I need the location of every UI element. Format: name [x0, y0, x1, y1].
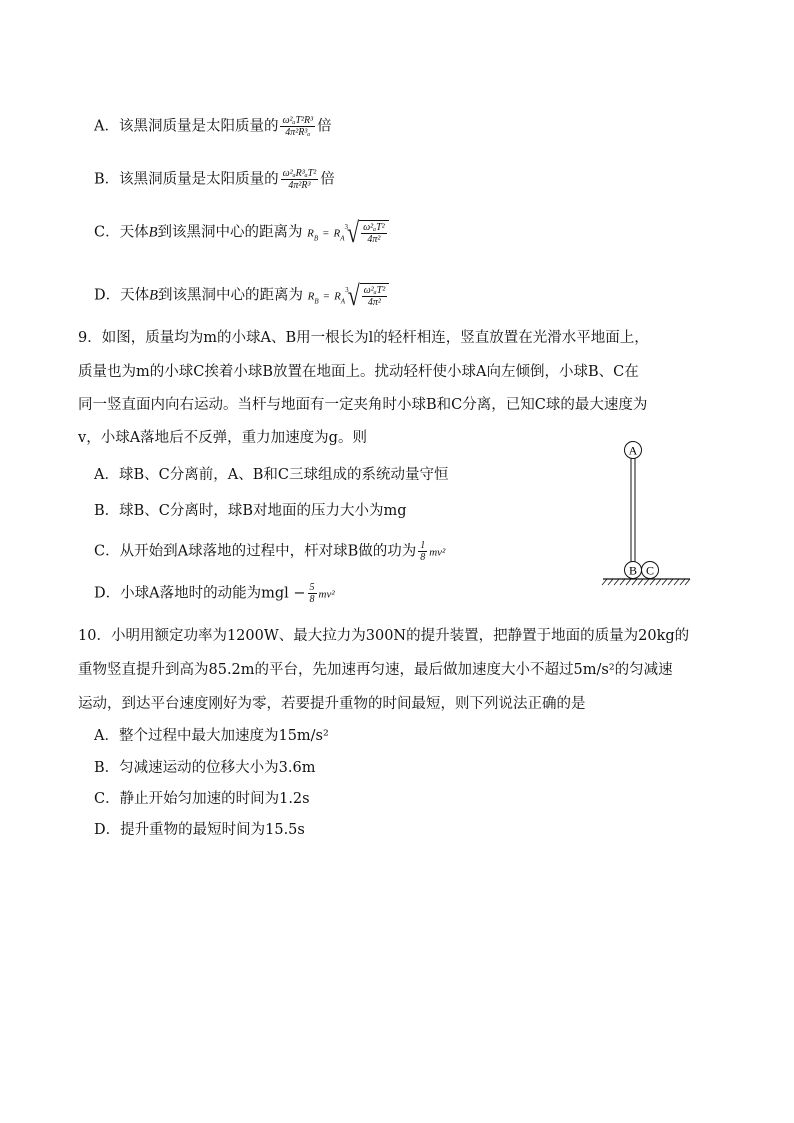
q10-stem-line-1: 10．小明用额定功率为1200W、最大拉力为300N的提升装置，把静置于地面的质量为20kg的: [78, 628, 690, 644]
cube-root: 3 √ $\frac{\text{ω²ₐT²}}{\text{4π²}}$: [345, 220, 389, 245]
option-label: A．: [94, 118, 119, 135]
option-text: 到该黑洞中心的距离为: [157, 224, 303, 241]
option-text: 该黑洞质量是太阳质量的: [118, 118, 279, 135]
math-eq: =: [323, 290, 330, 303]
q8-option-b: [94, 168, 335, 191]
q9-option-a: A．球B、C分离前，A、B和C三球组成的系统动量守恒: [94, 467, 449, 483]
ball-c-label: C: [645, 563, 655, 578]
option-suffix: 倍: [317, 118, 332, 135]
variable: B: [148, 224, 158, 241]
q10-option-b: B．匀减速运动的位移大小为3.6m: [94, 760, 316, 776]
ball-a-label: A: [628, 443, 638, 458]
q9-option-c: [94, 540, 445, 563]
ground-hatching: [602, 579, 690, 585]
option-text: 到该黑洞中心的距离为: [158, 287, 303, 304]
math-coef: R: [334, 290, 341, 303]
fraction: $\frac{1}{8}$: [420, 540, 426, 563]
q9-stem-line-4: v，小球A落地后不反弹，重力加速度为g。则: [78, 430, 367, 446]
q10-option-c: C．静止开始匀加速的时间为1.2s: [94, 791, 310, 807]
option-text: 该黑洞质量是太阳质量的: [119, 171, 279, 188]
math-coef: R: [333, 227, 341, 240]
ball-b-label: B: [628, 563, 638, 578]
math-lhs: R: [307, 227, 314, 240]
math-term: mv²: [318, 588, 335, 601]
math-sub: A: [340, 234, 345, 243]
q10-option-d: D．提升重物的最短时间为15.5s: [94, 822, 305, 838]
math-sub: B: [313, 234, 319, 243]
math-term: mv²: [429, 546, 446, 559]
q9-stem-line-1: 9．如图，质量均为m的小球A、B用一根长为l的轻杆相连，竖直放置在光滑水平地面上，: [78, 330, 649, 346]
option-text: D．小球A落地时的动能为mgl −: [94, 585, 306, 602]
q8-option-d: [94, 278, 389, 312]
math-sub: B: [314, 297, 319, 306]
q8-option-c: [94, 215, 389, 249]
fraction: $\frac{\text{ω²ₐR³ₐT²}}{\text{4π²R³}}$: [282, 168, 317, 191]
fraction: $\frac{\text{ω²ₐT²R³}}{\text{4π²R³ₐ}}$: [282, 115, 314, 138]
q10-stem-line-2: 重物竖直提升到高为85.2m的平台，先加速再匀速，最后做加速度大小不超过5m/s²的匀减速: [78, 662, 673, 678]
option-label: C．: [94, 224, 120, 241]
math-eq: =: [322, 227, 329, 240]
cube-root: 3 √ $\frac{\text{ω²ₐT²}}{\text{4π²}}$: [345, 283, 389, 308]
variable: B: [149, 287, 158, 304]
option-text: C．从开始到A球落地的过程中，杆对球B做的功为: [94, 543, 417, 560]
fraction: $\frac{5}{8}$: [309, 582, 315, 605]
option-text: 天体: [119, 224, 149, 241]
option-label: D．: [94, 287, 121, 304]
q9-option-d: [94, 582, 335, 605]
q10-option-a: A．整个过程中最大加速度为15m/s²: [94, 728, 329, 744]
q8-option-a: [94, 115, 332, 138]
q9-figure: [595, 438, 695, 593]
math-lhs: R: [307, 290, 315, 303]
option-suffix: 倍: [320, 171, 335, 188]
q10-stem-line-3: 运动，到达平台速度刚好为零，若要提升重物的时间最短，则下列说法正确的是: [78, 696, 586, 712]
q9-option-b: B．球B、C分离时，球B对地面的压力大小为mg: [94, 503, 407, 519]
option-text: 天体: [120, 287, 150, 304]
q9-stem-line-3: 同一竖直面内向右运动。当杆与地面有一定夹角时小球B和C分离，已知C球的最大速度为: [78, 397, 648, 413]
math-sub: A: [340, 297, 346, 306]
q9-stem-line-2: 质量也为m的小球C挨着小球B放置在地面上。扰动轻杆使小球A向左倾倒，小球B、C在: [78, 364, 639, 380]
option-label: B．: [94, 171, 120, 188]
